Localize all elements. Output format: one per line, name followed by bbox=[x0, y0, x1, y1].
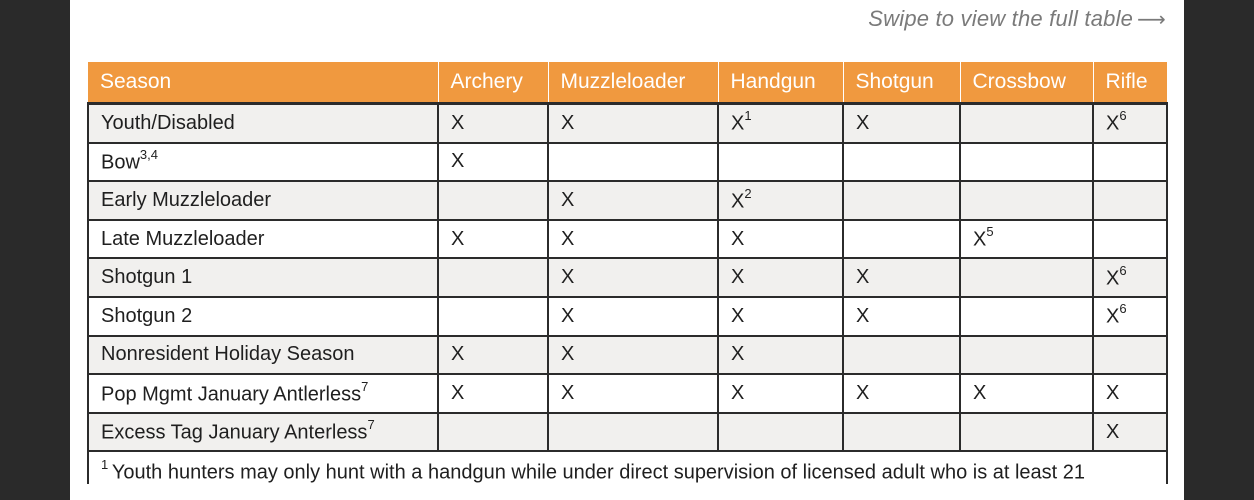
footnote-text: Youth hunters may only hunt with a handgun while under direct supervision of licensed adult who is at least 21 bbox=[111, 461, 1086, 484]
footnote-ref: 6 bbox=[1119, 301, 1127, 317]
table-cell: X bbox=[438, 143, 548, 182]
table-cell: $X^6$ bbox=[1093, 258, 1167, 297]
table-cell bbox=[960, 258, 1093, 297]
table-cell: X bbox=[548, 181, 718, 220]
table-cell: $X^5$ bbox=[960, 220, 1093, 259]
table-cell: X bbox=[1093, 413, 1167, 452]
season-cell: Youth/Disabled bbox=[88, 104, 438, 143]
table-cell bbox=[1093, 143, 1167, 182]
table-cell bbox=[960, 336, 1093, 375]
table-cell: $X^1$ bbox=[718, 104, 843, 143]
table-row bbox=[88, 220, 1167, 259]
footnote-ref: 6 bbox=[1119, 262, 1127, 278]
table-cell: $X^2$ bbox=[718, 181, 843, 220]
table-cell bbox=[960, 181, 1093, 220]
table-cell bbox=[843, 336, 960, 375]
table-cell: X bbox=[438, 374, 548, 413]
arrow-right-icon: ⟶ bbox=[1137, 9, 1166, 31]
table-row bbox=[88, 413, 1167, 452]
table-cell: X bbox=[843, 374, 960, 413]
table-cell bbox=[843, 220, 960, 259]
table-cell bbox=[843, 143, 960, 182]
season-cell: Nonresident Holiday Season bbox=[88, 336, 438, 375]
season-cell: Late Muzzleloader bbox=[88, 220, 438, 259]
table-cell bbox=[718, 143, 843, 182]
table-cell bbox=[438, 297, 548, 336]
footnote-ref: 2 bbox=[744, 185, 752, 201]
table-cell: X bbox=[718, 297, 843, 336]
table-cell: X bbox=[438, 336, 548, 375]
table-row bbox=[88, 297, 1167, 336]
table-cell: $X^6$ bbox=[1093, 104, 1167, 143]
table-cell bbox=[548, 413, 718, 452]
table-cell: X bbox=[718, 220, 843, 259]
table-row bbox=[88, 104, 1167, 143]
season-cell: Early Muzzleloader bbox=[88, 181, 438, 220]
table-cell bbox=[718, 413, 843, 452]
season-cell: Shotgun 1 bbox=[88, 258, 438, 297]
table-cell bbox=[438, 181, 548, 220]
footnote-ref: 5 bbox=[986, 224, 994, 240]
swipe-hint bbox=[868, 6, 1166, 32]
table-cell: X bbox=[718, 374, 843, 413]
table-cell: X bbox=[548, 336, 718, 375]
table-cell: X bbox=[548, 104, 718, 143]
column-header-rifle: Rifle bbox=[1093, 62, 1167, 104]
table-cell bbox=[960, 413, 1093, 452]
table-cell: $X^6$ bbox=[1093, 297, 1167, 336]
table-cell: X bbox=[718, 336, 843, 375]
table-cell bbox=[1093, 220, 1167, 259]
table-body bbox=[88, 104, 1167, 485]
table-row bbox=[88, 143, 1167, 182]
column-header-crossbow: Crossbow bbox=[960, 62, 1093, 104]
footnote-ref: 3,4 bbox=[139, 147, 158, 163]
table-cell: X bbox=[438, 104, 548, 143]
table-cell bbox=[960, 297, 1093, 336]
document-page bbox=[70, 0, 1184, 500]
table-row bbox=[88, 181, 1167, 220]
table-cell: X bbox=[843, 258, 960, 297]
table-cell bbox=[1093, 336, 1167, 375]
table-cell: X bbox=[960, 374, 1093, 413]
footnote-row bbox=[88, 451, 1167, 484]
footnote-ref: 1 bbox=[744, 108, 752, 124]
season-cell: Excess Tag January Anterless$^7$ bbox=[88, 413, 438, 452]
footnote-ref: 7 bbox=[361, 378, 369, 394]
table-cell: X bbox=[718, 258, 843, 297]
table-cell: X bbox=[438, 220, 548, 259]
table-header-row bbox=[88, 62, 1167, 104]
column-header-season: Season bbox=[88, 62, 438, 104]
table-cell bbox=[960, 143, 1093, 182]
column-header-handgun: Handgun bbox=[718, 62, 843, 104]
footnote-ref: 7 bbox=[367, 417, 375, 433]
table-cell: X bbox=[548, 297, 718, 336]
table-row bbox=[88, 374, 1167, 413]
table-row bbox=[88, 336, 1167, 375]
column-header-muzzleloader: Muzzleloader bbox=[548, 62, 718, 104]
table-row bbox=[88, 258, 1167, 297]
table-cell bbox=[548, 143, 718, 182]
swipe-hint-text: Swipe to view the full table bbox=[868, 6, 1134, 31]
footnote-ref: 6 bbox=[1119, 108, 1127, 124]
table-cell bbox=[1093, 181, 1167, 220]
table-cell: X bbox=[843, 104, 960, 143]
footnote-marker: 1 bbox=[101, 456, 112, 472]
table-cell bbox=[438, 258, 548, 297]
table-cell: X bbox=[548, 220, 718, 259]
season-cell: Shotgun 2 bbox=[88, 297, 438, 336]
season-cell: Pop Mgmt January Antlerless$^7$ bbox=[88, 374, 438, 413]
table-cell bbox=[843, 413, 960, 452]
table-cell bbox=[438, 413, 548, 452]
table-cell: X bbox=[1093, 374, 1167, 413]
footnote bbox=[88, 451, 1167, 484]
hunting-season-table bbox=[87, 62, 1168, 484]
table-cell bbox=[843, 181, 960, 220]
table-cell: X bbox=[843, 297, 960, 336]
table-cell bbox=[960, 104, 1093, 143]
season-cell: Bow$^{3,4}$ bbox=[88, 143, 438, 182]
column-header-shotgun: Shotgun bbox=[843, 62, 960, 104]
table-cell: X bbox=[548, 258, 718, 297]
column-header-archery: Archery bbox=[438, 62, 548, 104]
table-cell: X bbox=[548, 374, 718, 413]
